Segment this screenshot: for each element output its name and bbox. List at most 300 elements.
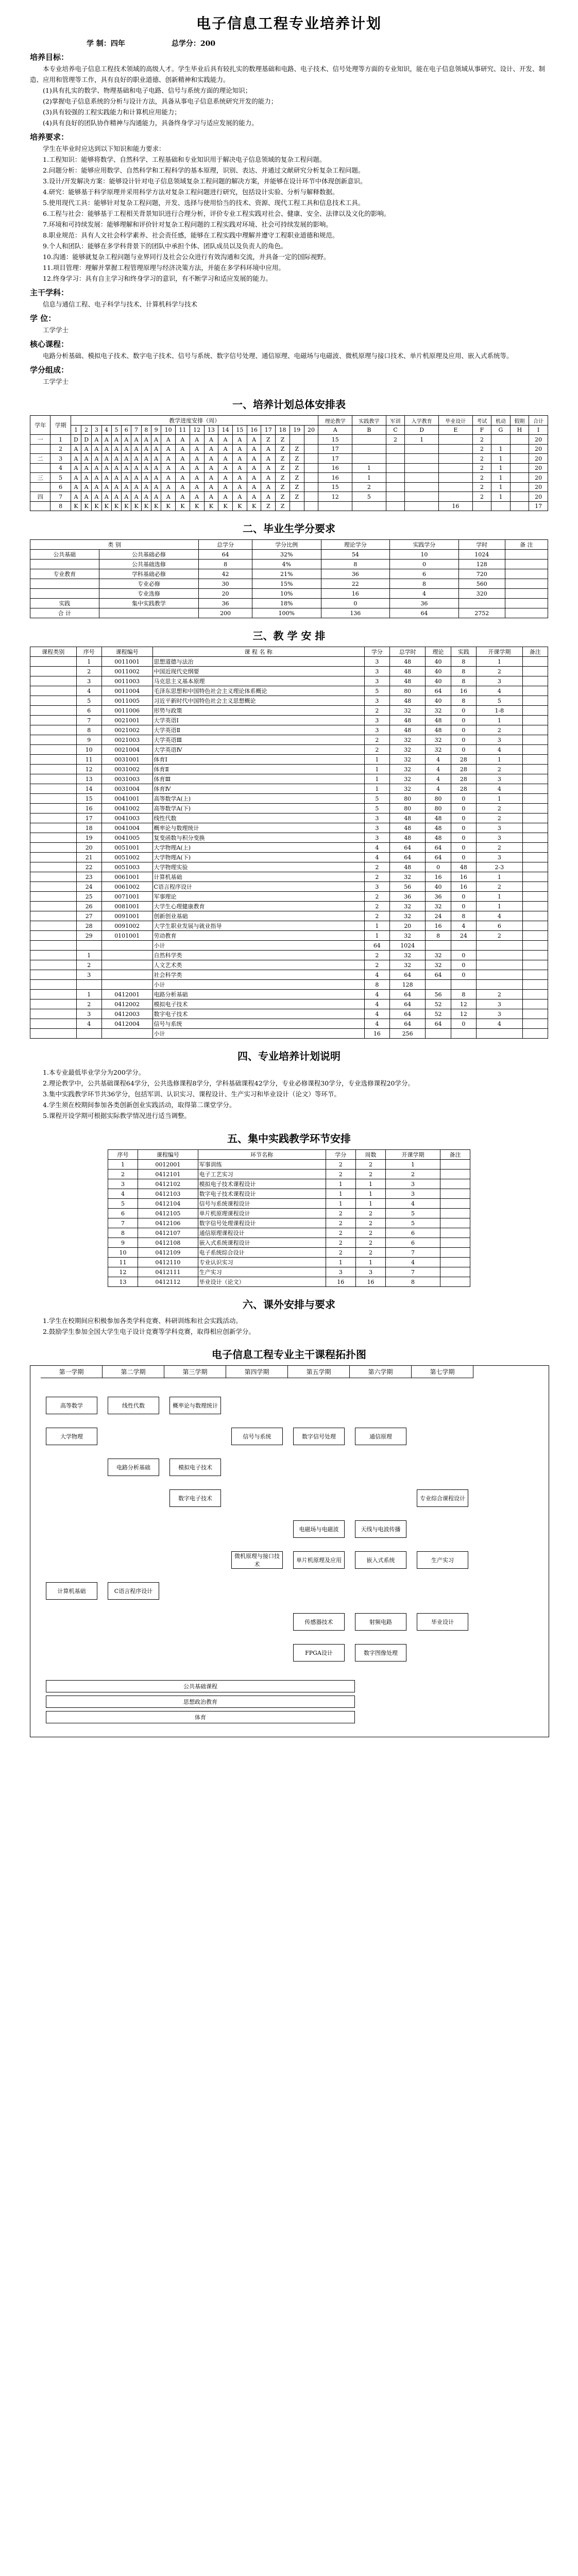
table-cell: 4 bbox=[477, 686, 523, 696]
semester-cell: 5 bbox=[50, 473, 71, 483]
table-cell bbox=[505, 569, 548, 579]
week-cell: A bbox=[122, 464, 131, 473]
table-cell: 32 bbox=[426, 902, 451, 911]
table-cell: 6 bbox=[477, 921, 523, 931]
table-cell: 16 bbox=[321, 589, 390, 599]
table-cell: 80 bbox=[389, 804, 425, 814]
count-cell: 17 bbox=[529, 502, 548, 511]
week-number: 3 bbox=[92, 426, 101, 435]
table-cell: 32 bbox=[389, 755, 425, 765]
table-cell bbox=[451, 980, 476, 990]
table-cell: 28 bbox=[451, 755, 476, 765]
table-cell: 32 bbox=[389, 765, 425, 774]
category-cell bbox=[30, 853, 77, 862]
table-cell: 2 bbox=[326, 1160, 355, 1170]
table-cell: 0412103 bbox=[138, 1189, 198, 1199]
column-header: 合计 bbox=[529, 416, 548, 426]
table-cell: 1 bbox=[477, 872, 523, 882]
count-cell: 1 bbox=[491, 473, 511, 483]
count-cell: 1 bbox=[491, 454, 511, 464]
table-row bbox=[108, 1218, 470, 1228]
table-cell: 大学物理实验 bbox=[152, 862, 364, 872]
week-cell: Z bbox=[290, 454, 304, 464]
table-cell: 1 bbox=[477, 892, 523, 902]
table-row bbox=[108, 1189, 470, 1199]
table-cell: 2 bbox=[364, 892, 389, 902]
table-cell: 数字信号处理课程设计 bbox=[198, 1218, 326, 1228]
course-row bbox=[30, 941, 548, 951]
week-cell bbox=[304, 473, 318, 483]
degree-length: 学 制：四年 bbox=[87, 40, 125, 48]
week-cell: A bbox=[122, 454, 131, 464]
category-cell bbox=[30, 902, 77, 911]
week-cell: A bbox=[190, 473, 204, 483]
table-cell: 小计 bbox=[152, 941, 364, 951]
table-cell: 48 bbox=[389, 833, 425, 843]
table-cell: 16 bbox=[364, 1029, 389, 1039]
table-row bbox=[30, 599, 548, 608]
week-cell: K bbox=[141, 502, 151, 511]
week-cell: A bbox=[141, 435, 151, 445]
week-cell: A bbox=[204, 445, 218, 454]
category-cell bbox=[30, 892, 77, 902]
column-header: 备注 bbox=[522, 647, 548, 657]
category-cell bbox=[30, 774, 77, 784]
table-cell: 0 bbox=[451, 735, 476, 745]
table-cell: 64 bbox=[389, 970, 425, 980]
week-cell: Z bbox=[276, 435, 290, 445]
table-cell: 4 bbox=[477, 745, 523, 755]
table-cell: 64 bbox=[364, 941, 389, 951]
table-cell: 0 bbox=[451, 843, 476, 853]
course-box: 电路分析基础 bbox=[108, 1459, 159, 1476]
table-cell: 9 bbox=[108, 1238, 138, 1248]
table-cell bbox=[522, 921, 548, 931]
table-cell: 11 bbox=[76, 755, 101, 765]
table-cell: 0 bbox=[451, 1019, 476, 1029]
course-box: 通信原理 bbox=[355, 1428, 406, 1445]
table-row bbox=[30, 445, 548, 454]
year-cell: 二 bbox=[30, 454, 50, 464]
week-cell: A bbox=[101, 483, 111, 492]
section-5-title: 五、集中实践教学环节安排 bbox=[227, 1132, 351, 1145]
table-cell: 0091001 bbox=[101, 911, 152, 921]
table-cell: 4 bbox=[364, 1019, 389, 1029]
week-number: 12 bbox=[190, 426, 204, 435]
table-cell bbox=[522, 882, 548, 892]
category-cell bbox=[30, 755, 77, 765]
count-cell: 2 bbox=[472, 473, 491, 483]
table-cell: 16 bbox=[426, 872, 451, 882]
course-row bbox=[30, 892, 548, 902]
table-cell: 7 bbox=[386, 1267, 440, 1277]
table-row bbox=[30, 589, 548, 599]
week-cell: K bbox=[232, 502, 247, 511]
course-row bbox=[30, 999, 548, 1009]
table-cell bbox=[522, 725, 548, 735]
week-cell: A bbox=[151, 454, 161, 464]
course-box: 概率论与数理统计 bbox=[169, 1397, 221, 1414]
week-cell: A bbox=[111, 492, 121, 502]
table-cell bbox=[522, 667, 548, 676]
week-cell: A bbox=[204, 435, 218, 445]
term-header: 第五学期 bbox=[288, 1366, 350, 1378]
week-cell bbox=[304, 435, 318, 445]
week-number: 14 bbox=[218, 426, 233, 435]
table-cell: 26 bbox=[76, 902, 101, 911]
week-cell: A bbox=[111, 454, 121, 464]
category-cell bbox=[30, 980, 77, 990]
paragraph: 1.工程知识：能够将数学、自然科学、工程基础和专业知识用于解决电子信息领域的复杂工程问题。 bbox=[43, 156, 326, 163]
table-cell: 720 bbox=[458, 569, 505, 579]
table-cell bbox=[522, 804, 548, 814]
table-cell: 54 bbox=[321, 550, 390, 560]
table-cell: 电路分析基础 bbox=[152, 990, 364, 999]
paragraph: 7.环境和可持续发展：能够理解和评价针对复杂工程问题的工程实践对环境、社会可持续发展的影响。 bbox=[43, 221, 332, 228]
paragraph: 3.设计/开发解决方案：能够设计针对电子信息领域复杂工程问题的解决方案，并能够在设计环节中体现创新意识。 bbox=[43, 177, 367, 185]
week-cell: A bbox=[111, 445, 121, 454]
count-cell: 20 bbox=[529, 492, 548, 502]
course-row bbox=[30, 872, 548, 882]
count-cell: 17 bbox=[318, 445, 352, 454]
count-cell bbox=[352, 445, 386, 454]
course-row bbox=[30, 784, 548, 794]
count-cell: 2 bbox=[472, 454, 491, 464]
table-cell: 48 bbox=[426, 833, 451, 843]
table-row bbox=[30, 608, 548, 618]
table-cell: 0412112 bbox=[138, 1277, 198, 1287]
course-row bbox=[30, 833, 548, 843]
table-cell: 0 bbox=[451, 745, 476, 755]
table-cell: 32 bbox=[389, 911, 425, 921]
week-cell: K bbox=[247, 502, 261, 511]
table-cell bbox=[440, 1179, 470, 1189]
table-cell: 模拟电子技术 bbox=[152, 999, 364, 1009]
table-row bbox=[108, 1228, 470, 1238]
table-cell bbox=[522, 999, 548, 1009]
table-cell bbox=[477, 960, 523, 970]
course-row bbox=[30, 755, 548, 765]
table-cell: 4 bbox=[364, 853, 389, 862]
table-cell bbox=[440, 1160, 470, 1170]
table-cell bbox=[101, 960, 152, 970]
table-cell: 公共基础必修 bbox=[99, 550, 199, 560]
table-cell: 3 bbox=[76, 676, 101, 686]
week-cell: A bbox=[232, 473, 247, 483]
term-header: 第一学期 bbox=[41, 1366, 103, 1378]
table-cell: 大学物理A(上) bbox=[152, 843, 364, 853]
course-box: 数字图像处理 bbox=[355, 1644, 406, 1662]
category-cell bbox=[30, 804, 77, 814]
week-cell: A bbox=[161, 483, 176, 492]
table-cell bbox=[426, 941, 451, 951]
count-cell bbox=[386, 445, 405, 454]
table-cell: 0412106 bbox=[138, 1218, 198, 1228]
week-cell bbox=[304, 502, 318, 511]
course-row bbox=[30, 814, 548, 823]
paragraph: 信息与通信工程、电子科学与技术、计算机科学与技术 bbox=[43, 300, 198, 308]
week-cell: K bbox=[176, 502, 190, 511]
document-body bbox=[30, 0, 548, 1737]
table-cell: 电子工艺实习 bbox=[198, 1170, 326, 1179]
week-cell: A bbox=[261, 473, 276, 483]
count-cell bbox=[510, 454, 529, 464]
week-cell: A bbox=[218, 473, 233, 483]
course-row bbox=[30, 931, 548, 941]
category-cell bbox=[30, 843, 77, 853]
table-cell: 40 bbox=[426, 696, 451, 706]
week-cell: A bbox=[176, 473, 190, 483]
course-row bbox=[30, 960, 548, 970]
table-cell bbox=[458, 599, 505, 608]
table-cell: 5 bbox=[76, 696, 101, 706]
table-cell: 4 bbox=[76, 1019, 101, 1029]
table-cell: C语言程序设计 bbox=[152, 882, 364, 892]
table-cell: 0041005 bbox=[101, 833, 152, 843]
count-cell: 2 bbox=[472, 483, 491, 492]
semester-header: 学期 bbox=[50, 416, 71, 435]
table-cell: 3 bbox=[364, 676, 389, 686]
term-header: 第三学期 bbox=[164, 1366, 226, 1378]
week-cell: A bbox=[92, 445, 101, 454]
table-cell bbox=[477, 1029, 523, 1039]
table-cell: 马克思主义基本原理 bbox=[152, 676, 364, 686]
table-cell bbox=[101, 1029, 152, 1039]
count-cell bbox=[386, 454, 405, 464]
paragraph: 12.终身学习：具有自主学习和终身学习的意识，有不断学习和适应发展的能力。 bbox=[43, 275, 272, 282]
week-cell: A bbox=[190, 492, 204, 502]
week-cell: A bbox=[111, 435, 121, 445]
course-row bbox=[30, 1029, 548, 1039]
category-cell bbox=[30, 882, 77, 892]
table-cell: 3 bbox=[108, 1179, 138, 1189]
course-row bbox=[30, 735, 548, 745]
table-cell bbox=[505, 579, 548, 589]
week-cell: K bbox=[122, 502, 131, 511]
table-cell: 32 bbox=[389, 872, 425, 882]
week-cell: A bbox=[111, 473, 121, 483]
overall-schedule-table bbox=[30, 415, 548, 511]
week-cell: A bbox=[71, 464, 81, 473]
week-cell: A bbox=[92, 483, 101, 492]
count-cell bbox=[438, 483, 472, 492]
table-row bbox=[30, 435, 548, 445]
table-cell: 7 bbox=[76, 716, 101, 725]
category-cell bbox=[30, 745, 77, 755]
year-header: 学年 bbox=[30, 416, 50, 435]
table-cell: 专业必修 bbox=[99, 579, 199, 589]
table-cell: 0041004 bbox=[101, 823, 152, 833]
table-cell: 3 bbox=[355, 1267, 385, 1277]
week-cell: K bbox=[92, 502, 101, 511]
table-cell: 2 bbox=[364, 911, 389, 921]
table-cell: 10 bbox=[76, 745, 101, 755]
table-cell: 12 bbox=[108, 1267, 138, 1277]
table-cell: 21% bbox=[252, 569, 321, 579]
table-cell: 1 bbox=[364, 931, 389, 941]
week-cell: A bbox=[141, 445, 151, 454]
table-cell bbox=[440, 1228, 470, 1238]
table-cell: 体育Ⅱ bbox=[152, 765, 364, 774]
week-cell: A bbox=[141, 473, 151, 483]
table-cell: 2 bbox=[477, 667, 523, 676]
week-cell: K bbox=[101, 502, 111, 511]
week-cell: A bbox=[176, 454, 190, 464]
table-cell: 36 bbox=[199, 599, 252, 608]
count-cell bbox=[491, 502, 511, 511]
table-cell bbox=[101, 941, 152, 951]
course-box: 传感器技术 bbox=[293, 1613, 345, 1631]
week-cell: A bbox=[131, 492, 141, 502]
table-cell bbox=[477, 941, 523, 951]
table-cell: 64 bbox=[389, 853, 425, 862]
count-cell: 20 bbox=[529, 483, 548, 492]
course-row bbox=[30, 745, 548, 755]
count-cell bbox=[405, 473, 439, 483]
table-cell: 48 bbox=[389, 676, 425, 686]
table-cell: 32 bbox=[389, 951, 425, 960]
course-row bbox=[30, 902, 548, 911]
table-cell: 8 bbox=[386, 1277, 440, 1287]
table-cell: 2 bbox=[76, 960, 101, 970]
category-cell bbox=[30, 1019, 77, 1029]
course-row bbox=[30, 657, 548, 667]
table-cell: 52 bbox=[426, 999, 451, 1009]
category-cell bbox=[30, 686, 77, 696]
table-cell: 12 bbox=[451, 1009, 476, 1019]
table-cell bbox=[522, 823, 548, 833]
table-cell: 公共基础 bbox=[30, 550, 99, 560]
section-2-title: 二、毕业生学分要求 bbox=[243, 522, 335, 535]
table-row bbox=[30, 454, 548, 464]
table-cell: 4 bbox=[386, 1258, 440, 1267]
table-cell: 3 bbox=[477, 735, 523, 745]
column-header: 开课学期 bbox=[386, 1150, 440, 1160]
table-row bbox=[30, 550, 548, 560]
table-cell: 复变函数与积分变换 bbox=[152, 833, 364, 843]
category-cell bbox=[30, 823, 77, 833]
table-cell: 信号与系统 bbox=[152, 1019, 364, 1029]
bottom-strip: 思想政治教育 bbox=[46, 1696, 355, 1708]
week-cell: A bbox=[122, 492, 131, 502]
table-cell: 2 bbox=[477, 765, 523, 774]
table-cell: 0041001 bbox=[101, 794, 152, 804]
week-cell: A bbox=[131, 473, 141, 483]
week-cell: A bbox=[111, 464, 121, 473]
week-number: 8 bbox=[141, 426, 151, 435]
table-cell: 计算机基础 bbox=[152, 872, 364, 882]
table-cell bbox=[522, 745, 548, 755]
table-cell: 1 bbox=[477, 794, 523, 804]
week-cell: Z bbox=[276, 502, 290, 511]
table-cell: 大学英语Ⅳ bbox=[152, 745, 364, 755]
course-row bbox=[30, 990, 548, 999]
table-cell: 0031004 bbox=[101, 784, 152, 794]
year-cell bbox=[30, 483, 50, 492]
table-cell: 4 bbox=[477, 784, 523, 794]
table-cell bbox=[522, 902, 548, 911]
week-cell: A bbox=[101, 454, 111, 464]
year-cell: 三 bbox=[30, 473, 50, 483]
week-cell: Z bbox=[290, 483, 304, 492]
table-cell: 128 bbox=[458, 560, 505, 569]
table-cell: 2 bbox=[364, 902, 389, 911]
week-cell: A bbox=[122, 435, 131, 445]
table-cell: 劳动教育 bbox=[152, 931, 364, 941]
week-number: 20 bbox=[304, 426, 318, 435]
term-header: 第二学期 bbox=[103, 1366, 164, 1378]
table-cell: 1-8 bbox=[477, 706, 523, 716]
table-cell: 40 bbox=[426, 667, 451, 676]
table-cell: 3 bbox=[364, 716, 389, 725]
table-cell: 2 bbox=[355, 1218, 385, 1228]
table-cell: 19 bbox=[76, 833, 101, 843]
column-header: 总学分 bbox=[199, 540, 252, 550]
table-cell bbox=[522, 843, 548, 853]
category-cell bbox=[30, 735, 77, 745]
table-cell: 2 bbox=[355, 1209, 385, 1218]
count-cell: 2 bbox=[352, 483, 386, 492]
category-cell bbox=[30, 833, 77, 843]
table-cell: 思想道德与法治 bbox=[152, 657, 364, 667]
paragraph: 1.本专业最低毕业学分为200学分。 bbox=[43, 1069, 145, 1076]
table-cell: 实践 bbox=[30, 599, 99, 608]
table-cell: 专业选修 bbox=[99, 589, 199, 599]
table-cell: 4 bbox=[108, 1189, 138, 1199]
count-cell bbox=[352, 435, 386, 445]
table-cell: 0412111 bbox=[138, 1267, 198, 1277]
table-cell bbox=[522, 696, 548, 706]
table-cell bbox=[30, 579, 99, 589]
category-cell bbox=[30, 814, 77, 823]
table-cell: 0051003 bbox=[101, 862, 152, 872]
column-header: 毕业设计 bbox=[438, 416, 472, 426]
table-cell: 2 bbox=[364, 872, 389, 882]
semester-cell: 6 bbox=[50, 483, 71, 492]
section-4-title: 四、专业培养计划说明 bbox=[237, 1050, 341, 1062]
category-cell bbox=[30, 941, 77, 951]
week-cell: A bbox=[71, 473, 81, 483]
table-cell bbox=[477, 951, 523, 960]
category-cell bbox=[30, 716, 77, 725]
table-cell: 4 bbox=[426, 784, 451, 794]
table-cell: 小计 bbox=[152, 980, 364, 990]
table-cell: 64 bbox=[389, 999, 425, 1009]
week-cell: A bbox=[81, 483, 92, 492]
week-cell: A bbox=[232, 464, 247, 473]
table-row bbox=[30, 464, 548, 473]
table-cell: 80 bbox=[389, 794, 425, 804]
year-cell bbox=[30, 502, 50, 511]
table-cell: 3 bbox=[364, 814, 389, 823]
table-cell: 0021004 bbox=[101, 745, 152, 755]
table-cell bbox=[505, 599, 548, 608]
table-cell: 0 bbox=[390, 560, 459, 569]
table-cell: 1 bbox=[364, 774, 389, 784]
table-cell bbox=[522, 970, 548, 980]
table-cell: 16 bbox=[451, 686, 476, 696]
count-cell bbox=[491, 435, 511, 445]
table-cell bbox=[522, 755, 548, 765]
category-cell bbox=[30, 1029, 77, 1039]
table-cell: 256 bbox=[389, 1029, 425, 1039]
count-cell bbox=[438, 464, 472, 473]
table-cell: 16 bbox=[451, 882, 476, 892]
week-cell: A bbox=[101, 435, 111, 445]
table-cell: 8 bbox=[451, 911, 476, 921]
week-cell: A bbox=[71, 492, 81, 502]
count-cell: 20 bbox=[529, 454, 548, 464]
